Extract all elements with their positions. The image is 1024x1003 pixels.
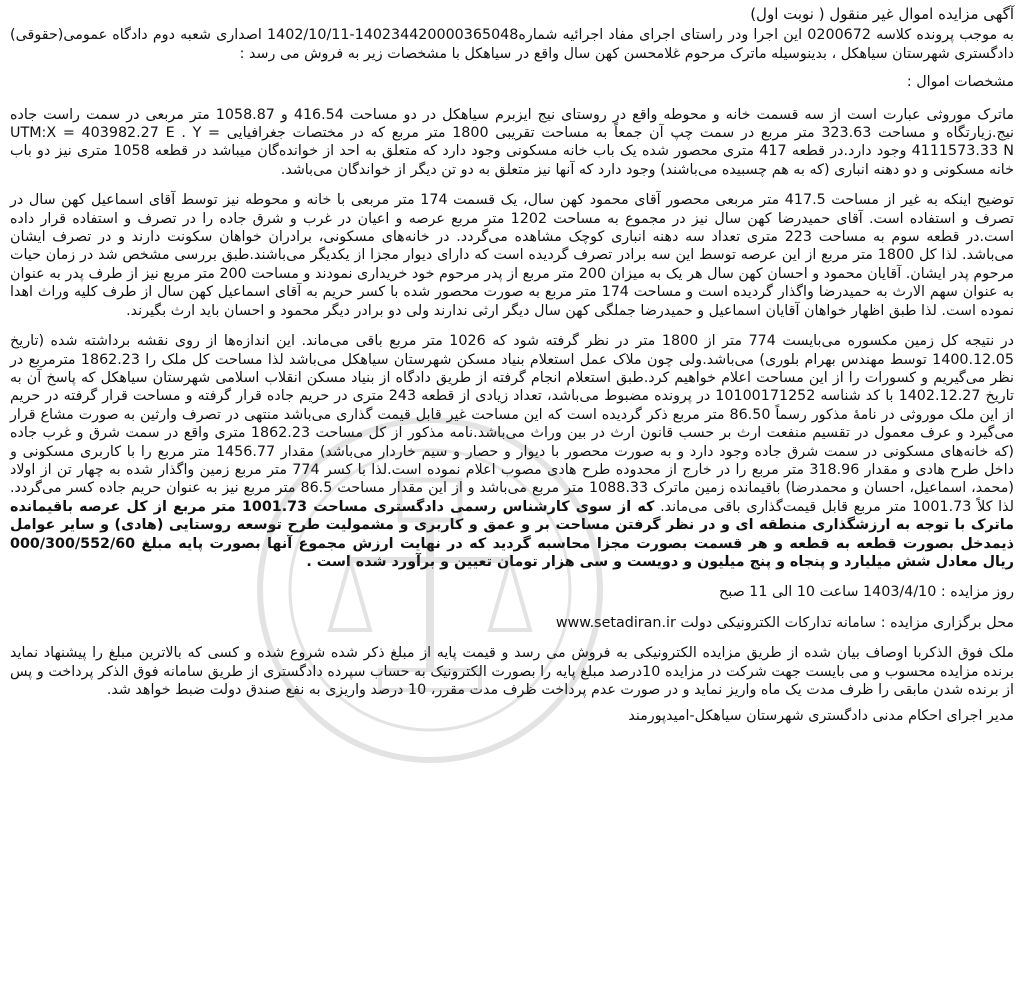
notice-title: آگهی مزایده اموال غیر منقول ( نوبت اول)	[750, 5, 1014, 23]
expert-valuation-text: که از سوی کارشناس رسمی دادگستری مساحت 1001.73 متر مربع از کل عرصه باقیمانده ماترک با توجه به ارزشگذاری منطقه ای و در نظر گرفتن مساحت بر و عمق و کاربری و مشمولیت طرح توسعه روستایی (هادی) و سایر عوامل ذیمدخل بصورت قطعه به قطعه و هر قسمت بصورت مجزا محاسبه گردید که در نهایت ارزش مجموع آنها بصورت پایه مبلغ 000/300/552/60 ریال معادل شش میلیارد و پنجاه و پنج میلیون و دویست و سی هزار تومان تعیین و برآورد شده است .	[10, 498, 1014, 570]
valuation-section	[10, 332, 1014, 571]
auction-date: روز مزایده : 1403/4/10 ساعت 10 الی 11 صبح	[719, 584, 1014, 601]
auction-terms: ملک فوق الذکربا اوصاف بیان شده از طریق مزایده الکترونیکی به فروش می رسد و قیمت پایه از مبلغ ذکر شده شروع شده و کسی که بالاترین مبلغ را پیشنهاد نماید برنده مزایده محسوب و می بایست جهت شرکت در مزایده 10درصد مبلغ پایه را بصورت الکترونیک به حساب سپرده دادگستری از طریق سامانه فوق الذکر پرداخت و پس از برنده شدن مابقی را ظرف مدت یک ماه واریز نماید و در صورت عدم پرداخت ظرف مدت مقرر، 10 درصد واریزی به نفع صندق دولت ضبط خواهد شد.	[10, 645, 1014, 698]
specs-heading: مشخصات اموال :	[906, 74, 1014, 91]
property-description: ماترک موروثی عبارت است از سه قسمت خانه و محوطه واقع در روستای نیج ایزبرم سیاهکل در دو مساحت 416.54 و 1058.87 متر مربعی در سمت راست جاده نیج.زیارتگاه و مساحت 323.63 متر مربع در سمت چپ آن جمعاً به مساحت تقریبی 1800 متر مربع که در مختصات جغرافیایی UTM:X = 403982.27 E . Y = 4111573.33 N وجود دارد.در قطعه 417 متری محصور شده یک باب خانه مسکونی وجود دارد که متعلق به احد از خوانده‌گان میباشد در قطعه 1058 متری نیز دو باب خانه مسکونی و دو دهنه انباری (که به هم چسبیده می‌باشند) وجود دارد که آنها نیز متعلق به دو تن دیگر از خواندگان می‌باشد.	[10, 106, 1014, 178]
possession-explanation: توضیح اینکه به غیر از مساحت 417.5 متر مربعی محصور آقای محمود کهن سال، یک قسمت 174 متر مربعی با خانه و محوطه نیز توسط آقای اسماعیل کهن سال در تصرف و استفاده است. آقای حمیدرضا کهن سال نیز در مجموع به مساحت 1202 متر مربع عرصه و اعیان در غرب و شرق جاده را در تصرف و استفاده قرار داده است.در قطعه سوم به مساحت 223 متری تعداد سه دهنه انباری کوچک مشاهده می‌گردد. در خانه‌های مسکونی، برادران خواهان سکونت دارند و در تصرف ایشان می‌باشد. لذا کل 1800 متر مربع از این عرصه توسط این سه برادر تصرف گردیده است که دارای دیوار مجزا از یکدیگر می‌باشند.طبق بررسی مشخص شد در زمان حیات مرحوم پدر ایشان. آقایان محمود و احسان کهن سال هر یک به میزان 200 متر مربع از پدر مرحوم خود خریداری نمودند و مساحت 200 متر مربع نیز از طرف پدر به عنوان به عنوان سهم الارث به حمیدرضا واگذار گردیده است و مساحت 174 متر مربع به صورت محصور شده با کسر حریم به آقای اسماعیل کهن سال از طرف کلیه وراث اهدا نموده است. لذا طبق اظهار خواهان آقایان اسماعیل و حمیدرضا جملگی کهن سال دیگر ارثی ندارند ولی دو برادر دیگر محمود و احسان باید ارث بگیرند.	[10, 192, 1014, 319]
notice-intro: به موجب پرونده کلاسه 0200672 این اجرا ودر راستای اجرای مفاد اجرائیه شماره140234420000365048-1402/10/11 اصداری شعبه دوم دادگاه عمومی(حقوقی) دادگستری شهرستان سیاهکل ، بدینوسیله ماترک مرحوم غلامحسن کهن سال واقع در سیاهکل با مشخصات زیر به فروش می رسد :	[10, 27, 1014, 62]
signature: مدیر اجرای احکام مدنی دادگستری شهرستان سیاهکل-امیدپورمند	[628, 708, 1014, 725]
auction-place: محل برگزاری مزایده : سامانه تدارکات الکترونیکی دولت www.setadiran.ir	[555, 614, 1014, 631]
area-calculation-text: در نتیجه کل زمین مکسوره می‌بایست 774 متر از 1800 متر در نظر گرفته شود که 1026 متر مربع باقی می‌ماند. این اندازه‌ها از روی نقشه برداشته شده (تاریخ 1400.12.05 توسط مهندس بهرام بلوری) می‌باشد.ولی چون ملاک عمل استعلام بنیاد مسکن شهرستان سیاهکل می‌باشد لذا مساحت کل ملک را 1862.23 مترمربع در نظر می‌گیریم و کسورات را از این مساحت اعلام خواهیم کرد.طبق استعلام انجام گرفته از طریق دادگاه از بنیاد مسکن انقلاب اسلامی شهرستان سیاهکل که پاسخ آن به تاریخ 1402.12.27 با کد شناسه 10100171252 در پرونده مضبوط می‌باشد، تعداد زیادی از قطعه 243 متری در حریم جاده قرار گرفته و مساحت قرار گرفته در حریم از این ملک موروثی در نامهٔ مذکور رسماً 86.50 متر مربع ذکر گردیده است که این مساحت غیر قابل قیمت گذاری می‌باشد منتهی در تصرف وارثین به صورت مشاع قرار می‌گیرد و عرف معمول در تقسیم منفعت ارث بر حسب قانون ارث در بین وراث می‌باشد.نامه مذکور از کل مساحت 1862.23 متری واقع در سمت شرق و غرب جاده (که خانه‌های مسکونی در سمت شرق جاده وجود دارد و به صورت محصور با دیوار و حصار و سیم خاردار می‌باشد) مقدار 1456.77 متر مربع را با کاربری مسکونی و داخل طرح هادی و مقدار 318.96 متر مربع را در خارج از محدوده طرح هادی مصوب اعلام نموده است.لذا با کسر 774 متر مربع زمین واگذار شده به چهار تن از اولاد (محمد، اسماعیل، احسان و محمدرضا) باقیمانده زمین ماترک 1088.33 متر مربع می‌باشد و از این مقدار مساحت 86.5 متر مربع نیز به عنوان حریم جاده کسر می‌گردد. لذا کلاً 1001.73 متر مربع قابل قیمت‌گذاری باقی می‌ماند.	[10, 333, 1014, 515]
